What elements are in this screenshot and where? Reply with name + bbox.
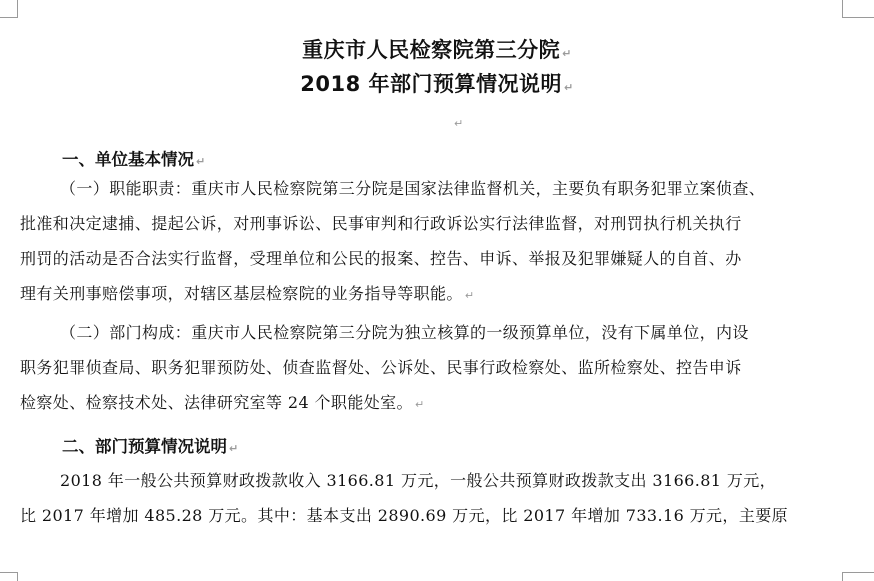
document-title-line1[interactable] — [0, 34, 874, 64]
paragraph-mark-icon: ↵ — [414, 398, 425, 411]
section1-paragraph1[interactable] — [20, 171, 852, 313]
paragraph-mark-icon: ↵ — [564, 81, 574, 94]
page-corner-bottom-left — [0, 572, 18, 581]
paragraph-mark-icon: ↵ — [196, 155, 206, 168]
paragraph-line: 检察处、检察技术处、法律研究室等 24 个职能处室。 — [20, 393, 413, 412]
page-corner-bottom-right — [842, 572, 874, 581]
document-title-line2[interactable] — [0, 68, 874, 98]
section2-paragraph1[interactable] — [20, 463, 852, 533]
paragraph-mark-icon: ↵ — [464, 289, 475, 302]
section2-heading-text: 二、部门预算情况说明 — [62, 437, 227, 456]
paragraph-mark-icon: ↵ — [454, 117, 464, 130]
paragraph-line: （一）职能职责：重庆市人民检察院第三分院是国家法律监督机关，主要负有职务犯罪立案侦查、 — [60, 179, 766, 198]
title-line1-text: 重庆市人民检察院第三分院 — [302, 38, 561, 62]
section1-paragraph2[interactable] — [20, 315, 852, 422]
paragraph-line: 批准和决定逮捕、提起公诉，对刑事诉讼、民事审判和行政诉讼实行法律监督，对刑罚执行机关执行 — [20, 214, 742, 233]
section1-heading[interactable] — [62, 146, 205, 170]
page-corner-top-left — [0, 0, 18, 18]
paragraph-line: 比 2017 年增加 485.28 万元。其中：基本支出 2890.69 万元，比 2017 年增加 733.16 万元，主要原 — [20, 506, 789, 525]
title-line2-text: 2018 年部门预算情况说明 — [300, 72, 563, 96]
page-corner-top-right — [842, 0, 874, 18]
section2-heading[interactable] — [62, 433, 238, 457]
paragraph-line: 2018 年一般公共预算财政拨款收入 3166.81 万元，一般公共预算财政拨款支出 3166.81 万元， — [60, 471, 777, 490]
paragraph-line: 职务犯罪侦查局、职务犯罪预防处、侦查监督处、公诉处、民事行政检察处、监所检察处、控告申诉 — [20, 358, 742, 377]
paragraph-line: 理有关刑事赔偿事项，对辖区基层检察院的业务指导等职能。 — [20, 284, 463, 303]
empty-paragraph[interactable] — [452, 112, 463, 131]
paragraph-line: （二）部门构成：重庆市人民检察院第三分院为独立核算的一级预算单位，没有下属单位，内设 — [60, 323, 749, 342]
paragraph-mark-icon: ↵ — [562, 47, 572, 60]
section1-heading-text: 一、单位基本情况 — [62, 150, 194, 169]
paragraph-line: 刑罚的活动是否合法实行监督，受理单位和公民的报案、控告、申诉、举报及犯罪嫌疑人的自首、办 — [20, 249, 742, 268]
paragraph-mark-icon: ↵ — [229, 442, 239, 455]
